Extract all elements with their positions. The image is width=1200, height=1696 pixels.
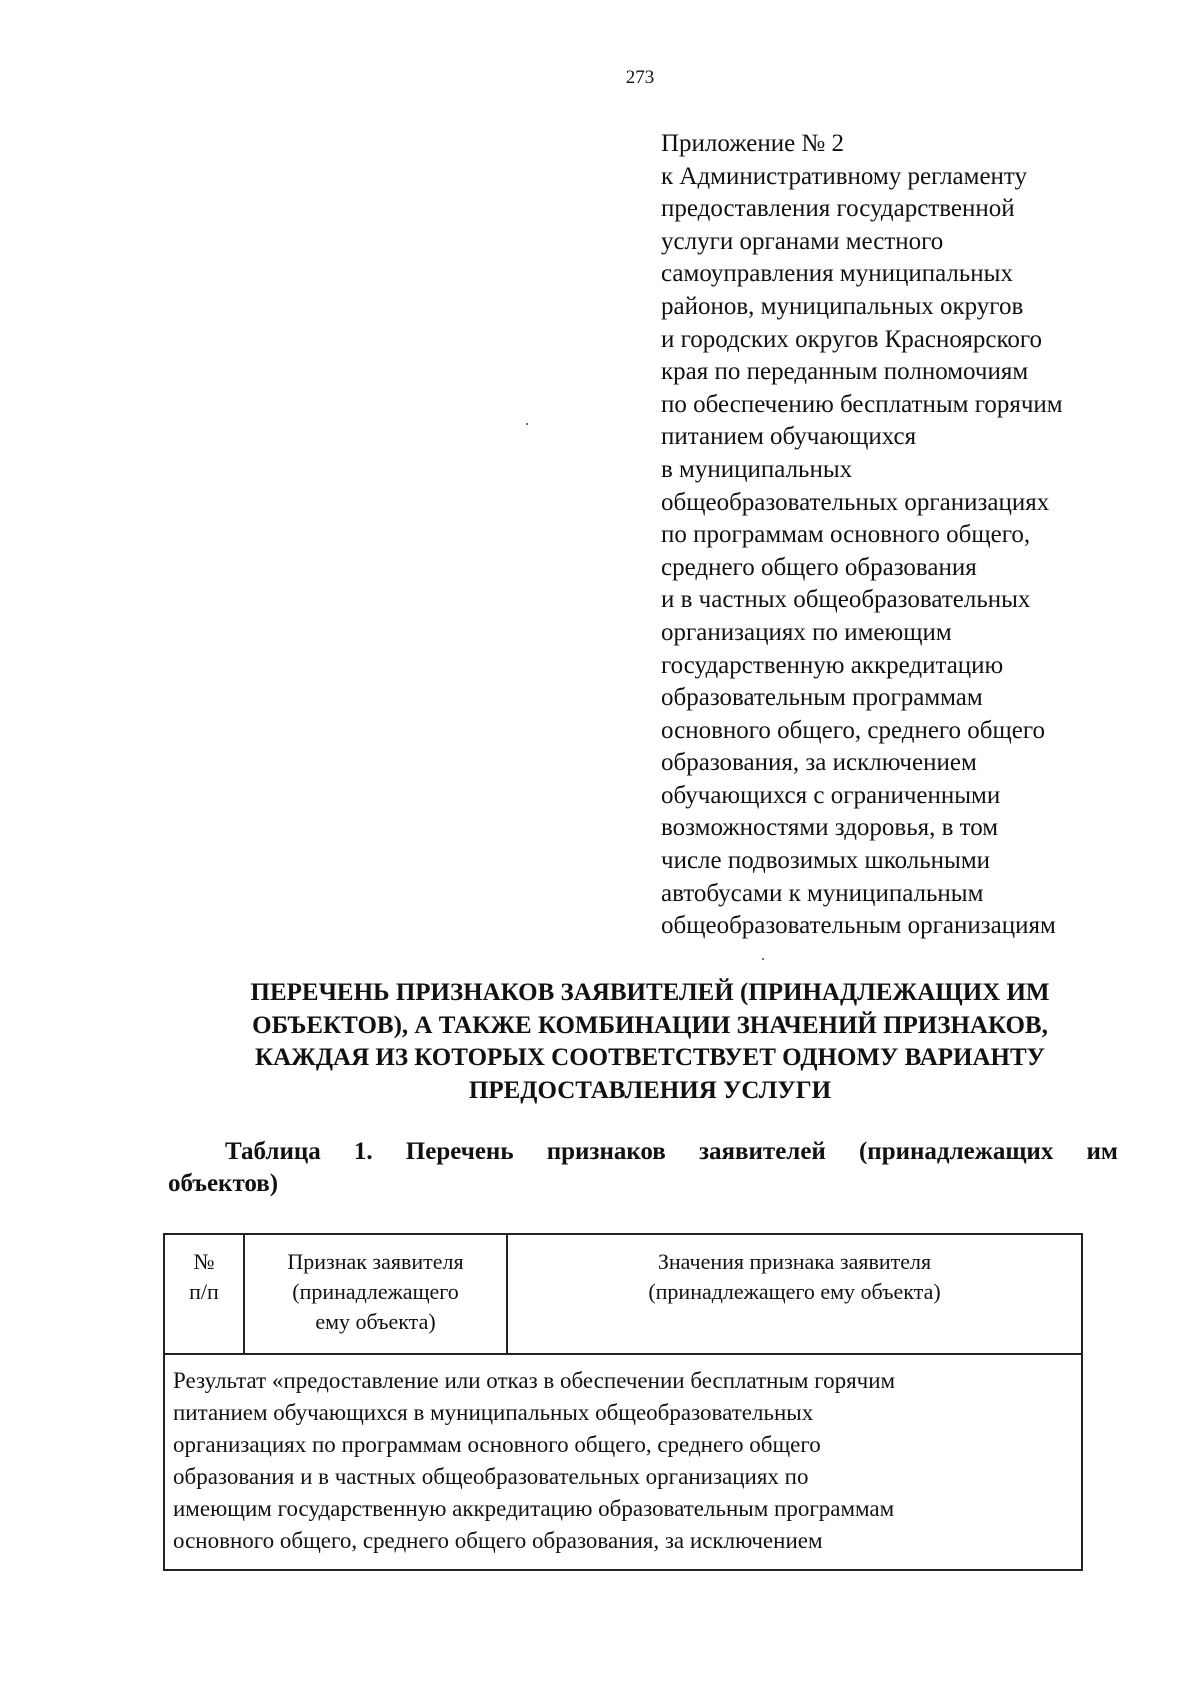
page-number: 273 xyxy=(625,67,655,88)
table-caption xyxy=(168,1136,1118,1200)
appendix-line: обучающихся с ограниченными xyxy=(661,781,1001,809)
appendix-line: предоставления государственной xyxy=(661,195,1015,223)
appendix-line: районов, муниципальных округов xyxy=(661,292,1024,320)
stray-mark xyxy=(526,423,528,425)
table-header-row xyxy=(165,1235,1081,1355)
applicant-attributes-table xyxy=(163,1233,1083,1571)
caption-word: признаков xyxy=(546,1138,666,1165)
appendix-line: питанием обучающихся xyxy=(661,423,917,451)
title-line: ПЕРЕЧЕНЬ ПРИЗНАКОВ ЗАЯВИТЕЛЕЙ (ПРИНАДЛЕЖАЩИХ ИМ xyxy=(250,979,1050,1006)
table-result-row xyxy=(165,1355,1081,1557)
title-line: ОБЪЕКТОВ), А ТАКЖЕ КОМБИНАЦИИ ЗНАЧЕНИЙ ПРИЗНАКОВ, xyxy=(252,1011,1048,1039)
caption-word: Таблица xyxy=(225,1138,321,1165)
table-caption-line-2: объектов) xyxy=(168,1170,279,1197)
appendix-line: возможностями здоровья, в том xyxy=(661,814,999,842)
appendix-line: края по переданным полномочиям xyxy=(661,358,1029,386)
appendix-line: Приложение № 2 xyxy=(661,130,845,157)
appendix-line: среднего общего образования xyxy=(661,553,977,581)
stray-mark xyxy=(762,958,764,960)
header-text: Признак заявителя xyxy=(287,1249,464,1274)
result-text-line: образования и в частных общеобразовательных организациях по xyxy=(173,1464,809,1489)
appendix-line: и в частных общеобразовательных xyxy=(661,586,1031,614)
appendix-line: к Административному регламенту xyxy=(661,162,1028,190)
caption-word: (принадлежащих xyxy=(858,1138,1054,1165)
header-text: (принадлежащего ему объекта) xyxy=(648,1279,941,1304)
result-text-line: организациях по программам основного общего, среднего общего xyxy=(173,1432,821,1457)
document-title xyxy=(150,977,1150,1107)
header-cell-attribute xyxy=(245,1235,508,1353)
result-text-line: Результат «предоставление или отказ в обеспечении бесплатным горячим xyxy=(173,1368,896,1393)
appendix-line: и городских округов Красноярского xyxy=(661,325,1043,353)
appendix-line: государственную аккредитацию xyxy=(661,651,1004,679)
appendix-line: автобусами к муниципальным xyxy=(661,879,984,907)
header-cell-values xyxy=(508,1235,1081,1353)
appendix-line: основного общего, среднего общего xyxy=(661,716,1045,744)
header-text: Значения признака заявителя xyxy=(657,1249,932,1274)
appendix-line: образования, за исключением xyxy=(661,749,977,777)
caption-word: заявителей xyxy=(698,1138,826,1165)
appendix-line: образовательным программам xyxy=(661,684,983,712)
appendix-line: организациях по имеющим xyxy=(661,618,952,646)
caption-word: им xyxy=(1086,1138,1118,1165)
caption-word: Перечень xyxy=(405,1138,514,1165)
appendix-line: самоуправления муниципальных xyxy=(661,260,1013,288)
appendix-line: услуги органами местного xyxy=(661,227,944,255)
appendix-line: в муниципальных xyxy=(661,455,853,483)
title-line: ПРЕДОСТАВЛЕНИЯ УСЛУГИ xyxy=(468,1076,832,1104)
header-cell-number xyxy=(165,1235,245,1353)
result-text-line: питанием обучающихся в муниципальных общеобразовательных xyxy=(173,1400,814,1425)
appendix-block xyxy=(661,128,1161,943)
result-text-line: имеющим государственную аккредитацию образовательным программам xyxy=(173,1496,895,1521)
header-text: № xyxy=(193,1249,215,1274)
appendix-line: по обеспечению бесплатным горячим xyxy=(661,390,1063,418)
header-text: п/п xyxy=(189,1279,219,1304)
appendix-line: общеобразовательным организациям xyxy=(661,912,1056,940)
header-text: (принадлежащего xyxy=(292,1279,459,1304)
title-line: КАЖДАЯ ИЗ КОТОРЫХ СООТВЕТСТВУЕТ ОДНОМУ ВАРИАНТУ xyxy=(254,1044,1046,1071)
appendix-line: по программам основного общего, xyxy=(661,521,1031,549)
result-text-line: основного общего, среднего общего образования, за исключением xyxy=(173,1528,823,1553)
caption-word: 1. xyxy=(353,1138,373,1165)
appendix-line: общеобразовательных организациях xyxy=(661,488,1050,516)
header-text: ему объекта) xyxy=(315,1309,436,1334)
appendix-line: числе подвозимых школьными xyxy=(661,847,991,875)
table-caption-line-1 xyxy=(168,1136,1118,1168)
